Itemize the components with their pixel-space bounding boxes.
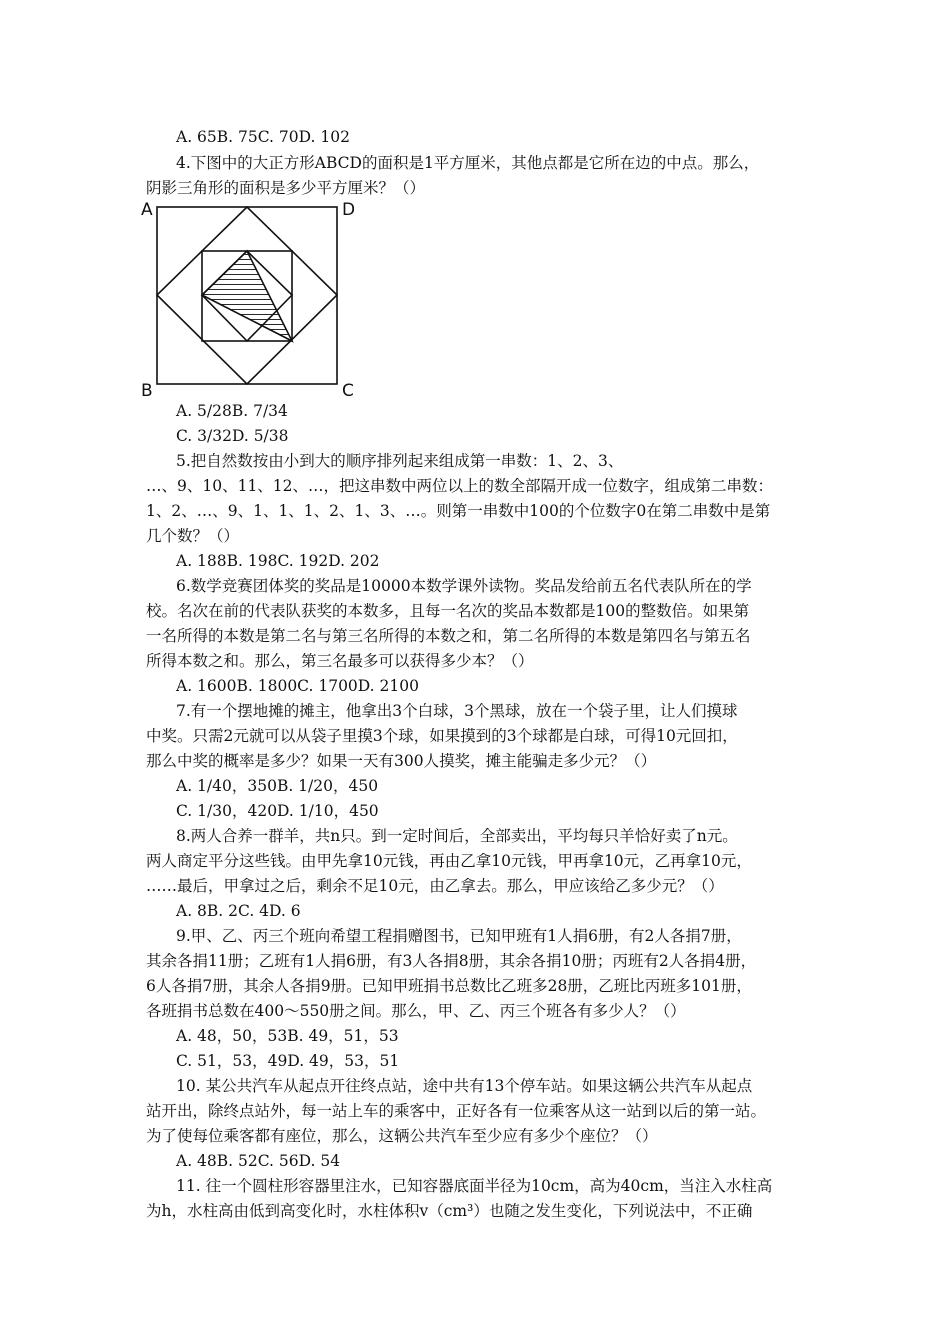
- q9-text-line-2: 其余各捐11册；乙班有1人捐6册，有3人各捐8册，其余各捐10册；丙班有2人各捐4册，: [146, 952, 757, 970]
- q8-text-line-1: 8.两人合养一群羊，共n只。到一定时间后，全部卖出，平均每只羊恰好卖了n元。: [176, 827, 738, 845]
- q4-text-line-2: 阴影三角形的面积是多少平方厘米？（）: [146, 179, 426, 197]
- q6-options: A. 1600B. 1800C. 1700D. 2100: [176, 677, 419, 695]
- q5-text-line-2: …、9、10、11、12、…，把这串数中两位以上的数全部隔开成一位数字，组成第二串数：: [146, 477, 774, 495]
- q8-text-line-3: ……最后，甲拿过之后，剩余不足10元，由乙拿去。那么，甲应该给乙多少元？（）: [146, 877, 724, 895]
- square-figure: [140, 197, 360, 399]
- q5-text-line-3: 1、2、…、9、1、1、1、2、1、3、…。则第一串数中100的个位数字0在第二串数中是第: [146, 502, 771, 520]
- q10-options: A. 48B. 52C. 56D. 54: [176, 1152, 341, 1170]
- q5-options: A. 188B. 198C. 192D. 202: [176, 552, 380, 570]
- shaded-triangle: [202, 251, 292, 341]
- q11-text-line-1: 11. 往一个圆柱形容器里注水，已知容器底面半径为10cm，高为40cm，当注入水柱高: [176, 1177, 773, 1195]
- label-d: D: [342, 200, 356, 220]
- q9-text-line-1: 9.甲、乙、丙三个班向希望工程捐赠图书，已知甲班有1人捐6册，有2人各捐7册，: [176, 927, 742, 945]
- q9-options-2: C. 51，53，49D. 49，53，51: [176, 1052, 400, 1070]
- q6-text-line-2: 校。名次在前的代表队获奖的本数多，且每一名次的奖品本数都是100的整数倍。如果第: [146, 602, 750, 620]
- q7-text-line-2: 中奖。只需2元就可以从袋子里摸3个球，如果摸到的3个球都是白球，可得10元回扣，: [146, 727, 738, 745]
- q10-text-line-2: 站开出，除终点站外，每一站上车的乘客中，正好各有一位乘客从这一站到以后的第一站。: [146, 1102, 767, 1120]
- q10-text-line-3: 为了使每位乘客都有座位，那么，这辆公共汽车至少应有多少个座位？（）: [146, 1127, 658, 1145]
- q7-options-2: C. 1/30，420D. 1/10，450: [176, 802, 379, 820]
- q7-text-line-1: 7.有一个摆地摊的摊主，他拿出3个白球，3个黑球，放在一个袋子里，让人们摸球: [176, 702, 738, 720]
- q11-text-line-2: 为h，水柱高由低到高变化时，水柱体积v（cm³）也随之发生变化，下列说法中，不正确: [146, 1202, 753, 1220]
- label-a: A: [141, 200, 153, 220]
- q9-options-1: A. 48，50，53B. 49，51，53: [176, 1027, 399, 1045]
- q8-options: A. 8B. 2C. 4D. 6: [176, 902, 301, 920]
- q8-text-line-2: 两人商定平分这些钱。由甲先拿10元钱，再由乙拿10元钱，甲再拿10元，乙再拿10元，: [146, 852, 752, 870]
- q4-options-2: C. 3/32D. 5/38: [176, 427, 289, 445]
- q7-options-1: A. 1/40，350B. 1/20，450: [176, 777, 379, 795]
- q7-text-line-3: 那么中奖的概率是多少？如果一天有300人摸奖，摊主能骗走多少元？（）: [146, 752, 657, 770]
- q6-text-line-1: 6.数学竞赛团体奖的奖品是10000本数学课外读物。奖品发给前五名代表队所在的学: [176, 577, 752, 595]
- square-diagram: [140, 197, 360, 399]
- q4-options-1: A. 5/28B. 7/34: [176, 402, 288, 420]
- q6-text-line-4: 所得本数之和。那么，第三名最多可以获得多少本？（）: [146, 652, 534, 670]
- q6-text-line-3: 一名所得的本数是第二名与第三名所得的本数之和，第二名所得的本数是第四名与第五名: [146, 627, 751, 645]
- label-b: B: [141, 381, 153, 399]
- q10-text-line-1: 10. 某公共汽车从起点开往终点站，途中共有13个停车站。如果这辆公共汽车从起点: [176, 1077, 753, 1095]
- q9-text-line-3: 6人各捐7册，其余人各捐9册。已知甲班捐书总数比乙班多28册，乙班比丙班多101册，: [146, 977, 752, 995]
- q9-text-line-4: 各班捐书总数在400～550册之间。那么，甲、乙、丙三个班各有多少人？（）: [146, 1002, 686, 1020]
- q5-text-line-1: 5.把自然数按由小到大的顺序排列起来组成第一串数：1、2、3、: [176, 452, 624, 470]
- q3-options: A. 65B. 75C. 70D. 102: [176, 128, 350, 146]
- label-c: C: [342, 381, 354, 399]
- q4-text-line-1: 4.下图中的大正方形ABCD的面积是1平方厘米，其他点都是它所在边的中点。那么，: [176, 154, 760, 172]
- q5-text-line-4: 几个数？（）: [146, 527, 240, 545]
